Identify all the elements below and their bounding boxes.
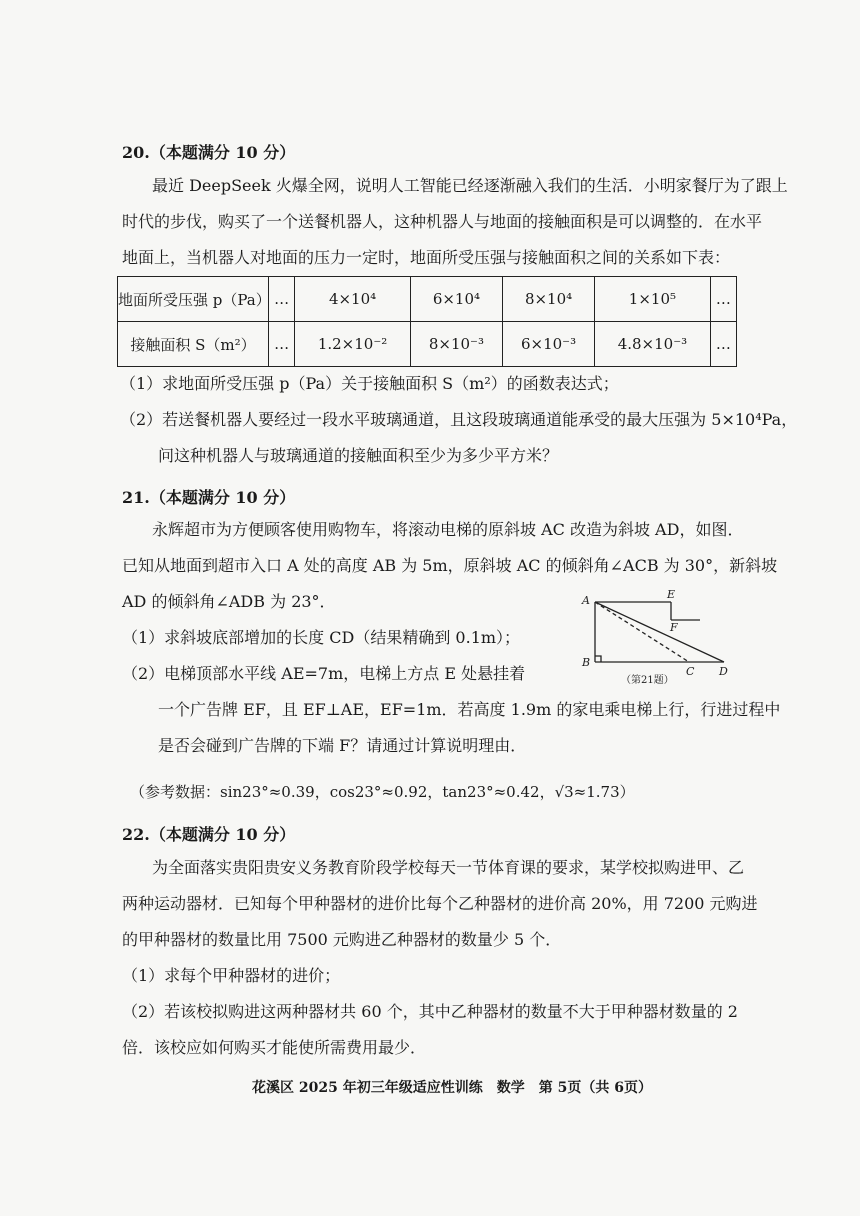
- q22-part1: （1）求每个甲种器材的进价；: [122, 966, 341, 985]
- q20-part2a: （2）若送餐机器人要经过一段水平玻璃通道，且这段玻璃通道能承受的最大压强为 5×10⁴Pa，: [120, 410, 798, 429]
- q21-reference-data: （参考数据：sin23°≈0.39，cos23°≈0.92，tan23°≈0.42，√3≈1.73）: [130, 783, 635, 801]
- right-angle-mark: [595, 656, 601, 662]
- table-cell: 4×10⁴: [295, 277, 411, 322]
- q21-line1: 永辉超市为方便顾客使用购物车，将滚动电梯的原斜坡 AC 改造为斜坡 AD，如图．: [152, 520, 744, 539]
- table-row-label: 地面所受压强 p（Pa）: [118, 277, 269, 322]
- q21-line3: AD 的倾斜角∠ADB 为 23°．: [122, 592, 336, 611]
- q21-line2: 已知从地面到超市入口 A 处的高度 AB 为 5m，原斜坡 AC 的倾斜角∠ACB 为 30°，新斜坡: [122, 556, 778, 575]
- q20-heading: 20.（本题满分 10 分）: [122, 143, 296, 162]
- point-label-c: C: [686, 665, 695, 678]
- point-label-e: E: [667, 590, 676, 601]
- q21-part2c: 是否会碰到广告牌的下端 F？请通过计算说明理由．: [158, 736, 527, 755]
- table-cell: …: [710, 277, 736, 322]
- q20-line2: 时代的步伐，购买了一个送餐机器人，这种机器人与地面的接触面积是可以调整的．在水平: [122, 212, 763, 231]
- table-cell: 4.8×10⁻³: [595, 322, 711, 367]
- q22-part2b: 倍．该校应如何购买才能使所需费用最少．: [122, 1038, 427, 1057]
- q20-part2b: 问这种机器人与玻璃通道的接触面积至少为多少平方米？: [158, 446, 559, 465]
- q22-line3: 的甲种器材的数量比用 7500 元购进乙种器材的数量少 5 个．: [122, 930, 562, 949]
- segment-ad: [595, 602, 724, 662]
- q21-part1: （1）求斜坡底部增加的长度 CD（结果精确到 0.1m）；: [122, 628, 521, 647]
- table-cell: 1.2×10⁻²: [295, 322, 411, 367]
- q21-heading: 21.（本题满分 10 分）: [122, 488, 296, 507]
- table-row-label: 接触面积 S（m²）: [118, 322, 269, 367]
- point-label-b: B: [582, 656, 591, 669]
- q20-part1: （1）求地面所受压强 p（Pa）关于接触面积 S（m²）的函数表达式；: [120, 374, 619, 393]
- table-cell: …: [269, 277, 295, 322]
- table-row: [118, 277, 737, 322]
- page-footer: 花溪区 2025 年初三年级适应性训练 数学 第 5页（共 6页）: [252, 1080, 652, 1096]
- q21-figure: [578, 590, 738, 690]
- table-cell: 6×10⁴: [410, 277, 502, 322]
- q21-part2a: （2）电梯顶部水平线 AE=7m，电梯上方点 E 处悬挂着: [122, 664, 526, 683]
- pressure-area-table: [117, 276, 737, 367]
- table-cell: …: [269, 322, 295, 367]
- q22-line2: 两种运动器材．已知每个甲种器材的进价比每个乙种器材的进价高 20%，用 7200 元购进: [122, 894, 758, 913]
- q20-line1: 最近 DeepSeek 火爆全网，说明人工智能已经逐渐融入我们的生活．小明家餐厅为了跟上: [152, 176, 788, 195]
- point-label-d: D: [719, 665, 728, 678]
- point-label-a: A: [582, 594, 590, 607]
- table-cell: 6×10⁻³: [502, 322, 594, 367]
- q20-line3: 地面上，当机器人对地面的压力一定时，地面所受压强与接触面积之间的关系如下表：: [122, 248, 731, 267]
- q22-part2a: （2）若该校拟购进这两种器材共 60 个，其中乙种器材的数量不大于甲种器材数量的 2: [122, 1002, 738, 1021]
- table-cell: …: [710, 322, 736, 367]
- table-row: [118, 322, 737, 367]
- point-label-f: F: [670, 621, 678, 634]
- q21-part2b: 一个广告牌 EF，且 EF⊥AE，EF=1m．若高度 1.9m 的家电乘电梯上行，行进过程中: [158, 700, 781, 719]
- figure-caption: （第21题）: [621, 675, 674, 686]
- table-cell: 8×10⁴: [502, 277, 594, 322]
- table-cell: 1×10⁵: [595, 277, 711, 322]
- q22-heading: 22.（本题满分 10 分）: [122, 825, 296, 844]
- table-cell: 8×10⁻³: [410, 322, 502, 367]
- q22-line1: 为全面落实贵阳贵安义务教育阶段学校每天一节体育课的要求，某学校拟购进甲、乙: [152, 858, 745, 877]
